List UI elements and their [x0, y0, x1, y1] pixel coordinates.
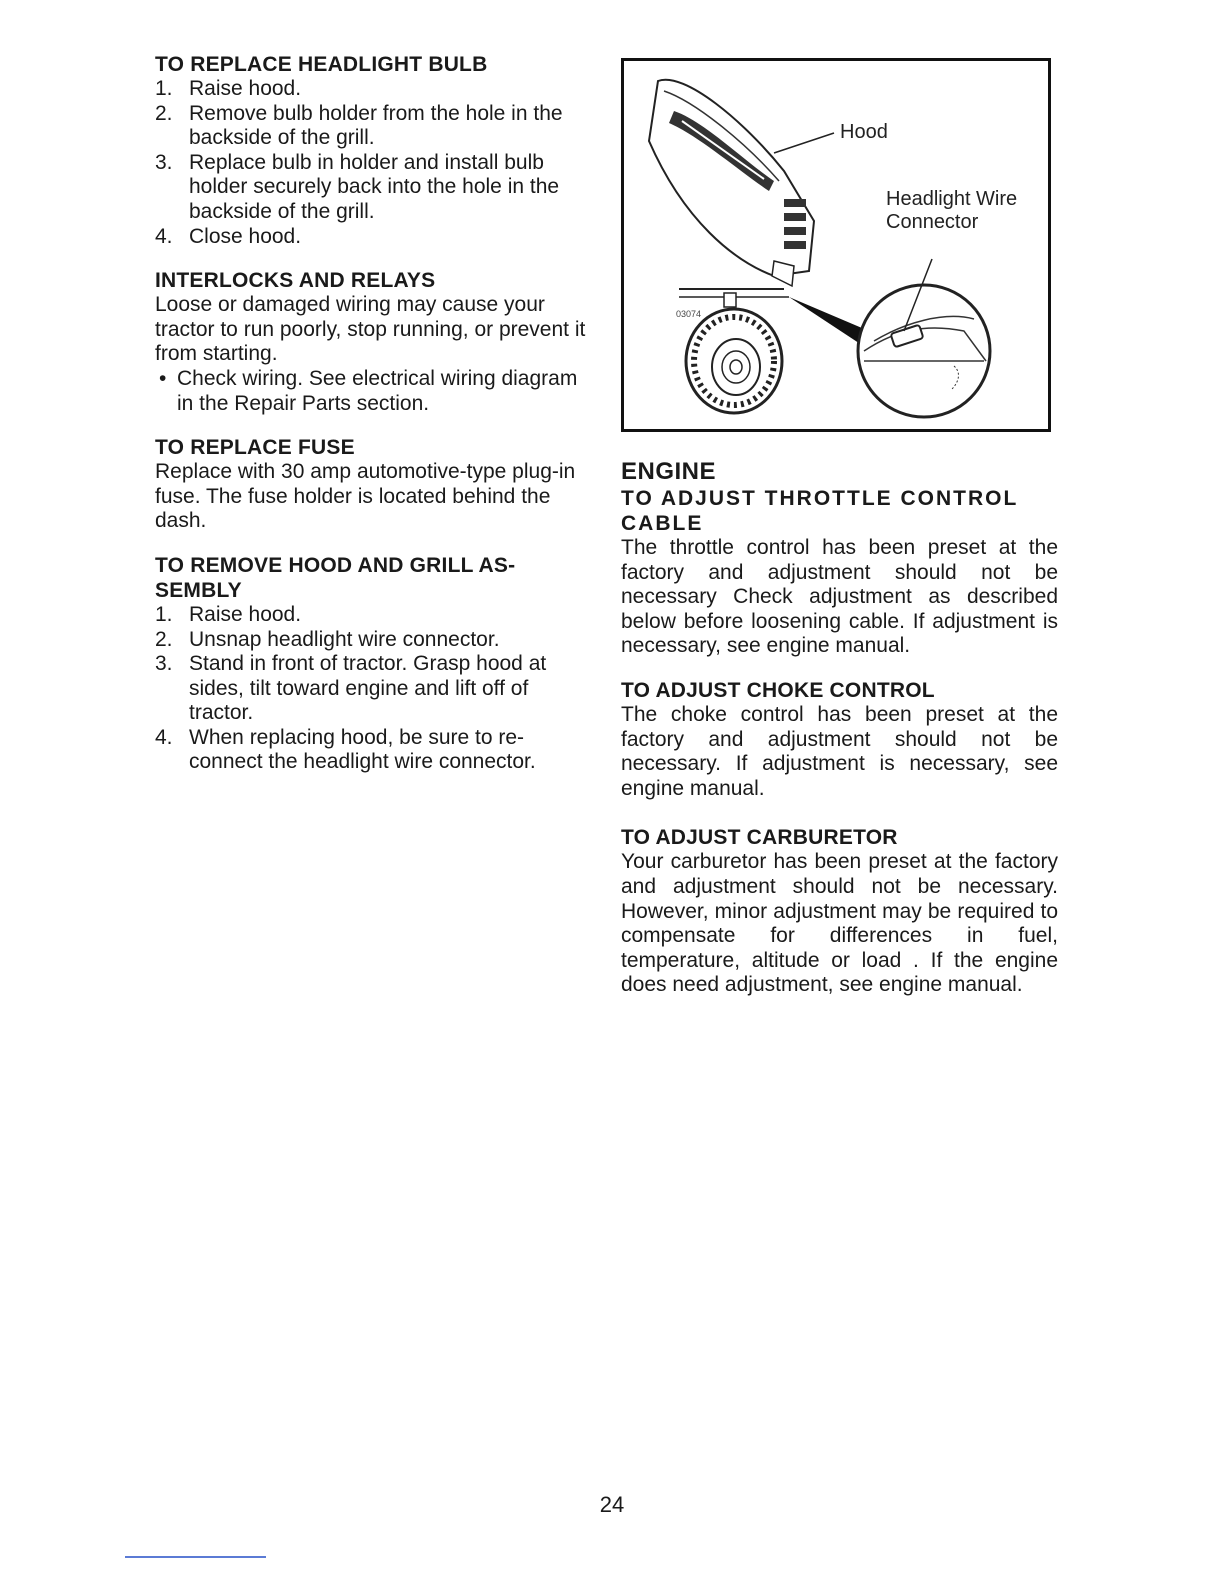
fuse-section: [155, 435, 592, 534]
list-item: 4. When replacing hood, be sure to re-connect the headlight wire connector.: [155, 725, 536, 774]
bullet-icon: •: [159, 366, 167, 390]
interlocks-heading: INTERLOCKS AND RELAYS: [155, 269, 436, 293]
list-item: 4. Close hood.: [155, 224, 302, 248]
list-item: • Check wiring. See electrical wiring diagram in the Repair Parts section.: [159, 366, 578, 415]
footer-rule: [125, 1556, 266, 1558]
hood-label: Hood: [840, 121, 888, 143]
headlight-wire-label: Headlight Wire Connector: [886, 188, 1018, 233]
hood-heading: TO REMOVE HOOD AND GRILL AS-SEMBLY: [155, 553, 516, 602]
headlight-section: [155, 52, 592, 249]
tractor-hood-illustration: [624, 61, 1048, 429]
interlocks-bullets: [155, 367, 592, 416]
hood-section: [155, 553, 592, 775]
throttle-heading: TO ADJUST THROTTLE CONTROL CABLE: [621, 487, 1018, 535]
fuse-heading: TO REPLACE FUSE: [155, 436, 355, 460]
right-column: [621, 58, 1058, 1017]
hood-figure: [621, 58, 1051, 432]
list-item: 3. Stand in front of tractor. Grasp hood at sides, tilt toward engine and lift off of tractor.: [155, 652, 547, 725]
headlight-heading: TO REPLACE HEADLIGHT BULB: [155, 53, 488, 76]
choke-heading: TO ADJUST CHOKE CONTROL: [621, 678, 935, 702]
list-item: 2. Unsnap headlight wire connector.: [155, 627, 500, 651]
hood-steps: [155, 603, 592, 775]
carburetor-heading: TO ADJUST CARBURETOR: [621, 826, 898, 850]
carburetor-section: [621, 825, 1058, 998]
choke-section: [621, 678, 1058, 801]
list-item: 1. Raise hood.: [155, 602, 302, 626]
list-item: 2. Remove bulb holder from the hole in the backside of the grill.: [155, 101, 563, 150]
throttle-body: The throttle control has been preset at the factory and adjustment should not be necessary Check adjustment as described below before loosening cable. If adjustment is necessary, see engine manual.: [621, 536, 1058, 658]
carburetor-body: Your carburetor has been preset at the factory and adjustment should not be necessary. However, minor adjustment may be required to compensate for differences in fuel, temperature, altitude or load . If the engine does need adjustment, see engine manual.: [621, 850, 1058, 997]
throttle-section: [621, 486, 1058, 659]
engine-heading: ENGINE: [621, 458, 717, 485]
figure-code: 03074: [676, 309, 702, 319]
fuse-body: Replace with 30 amp automotive-type plug-in fuse. The fuse holder is located behind the dash.: [155, 460, 576, 533]
list-item: 1. Raise hood.: [155, 77, 302, 100]
left-column: [155, 52, 592, 794]
interlocks-section: [155, 268, 592, 416]
choke-body: The choke control has been preset at the factory and adjustment should not be necessary. If adjustment is necessary, see engine manual.: [621, 702, 1058, 800]
page-number: 24: [599, 1492, 625, 1517]
interlocks-body: Loose or damaged wiring may cause your tractor to run poorly, stop running, or prevent it from starting.: [155, 293, 586, 366]
headlight-steps: [155, 77, 592, 249]
list-item: 3. Replace bulb in holder and install bulb holder securely back into the hole in the backside of the grill.: [155, 150, 560, 223]
